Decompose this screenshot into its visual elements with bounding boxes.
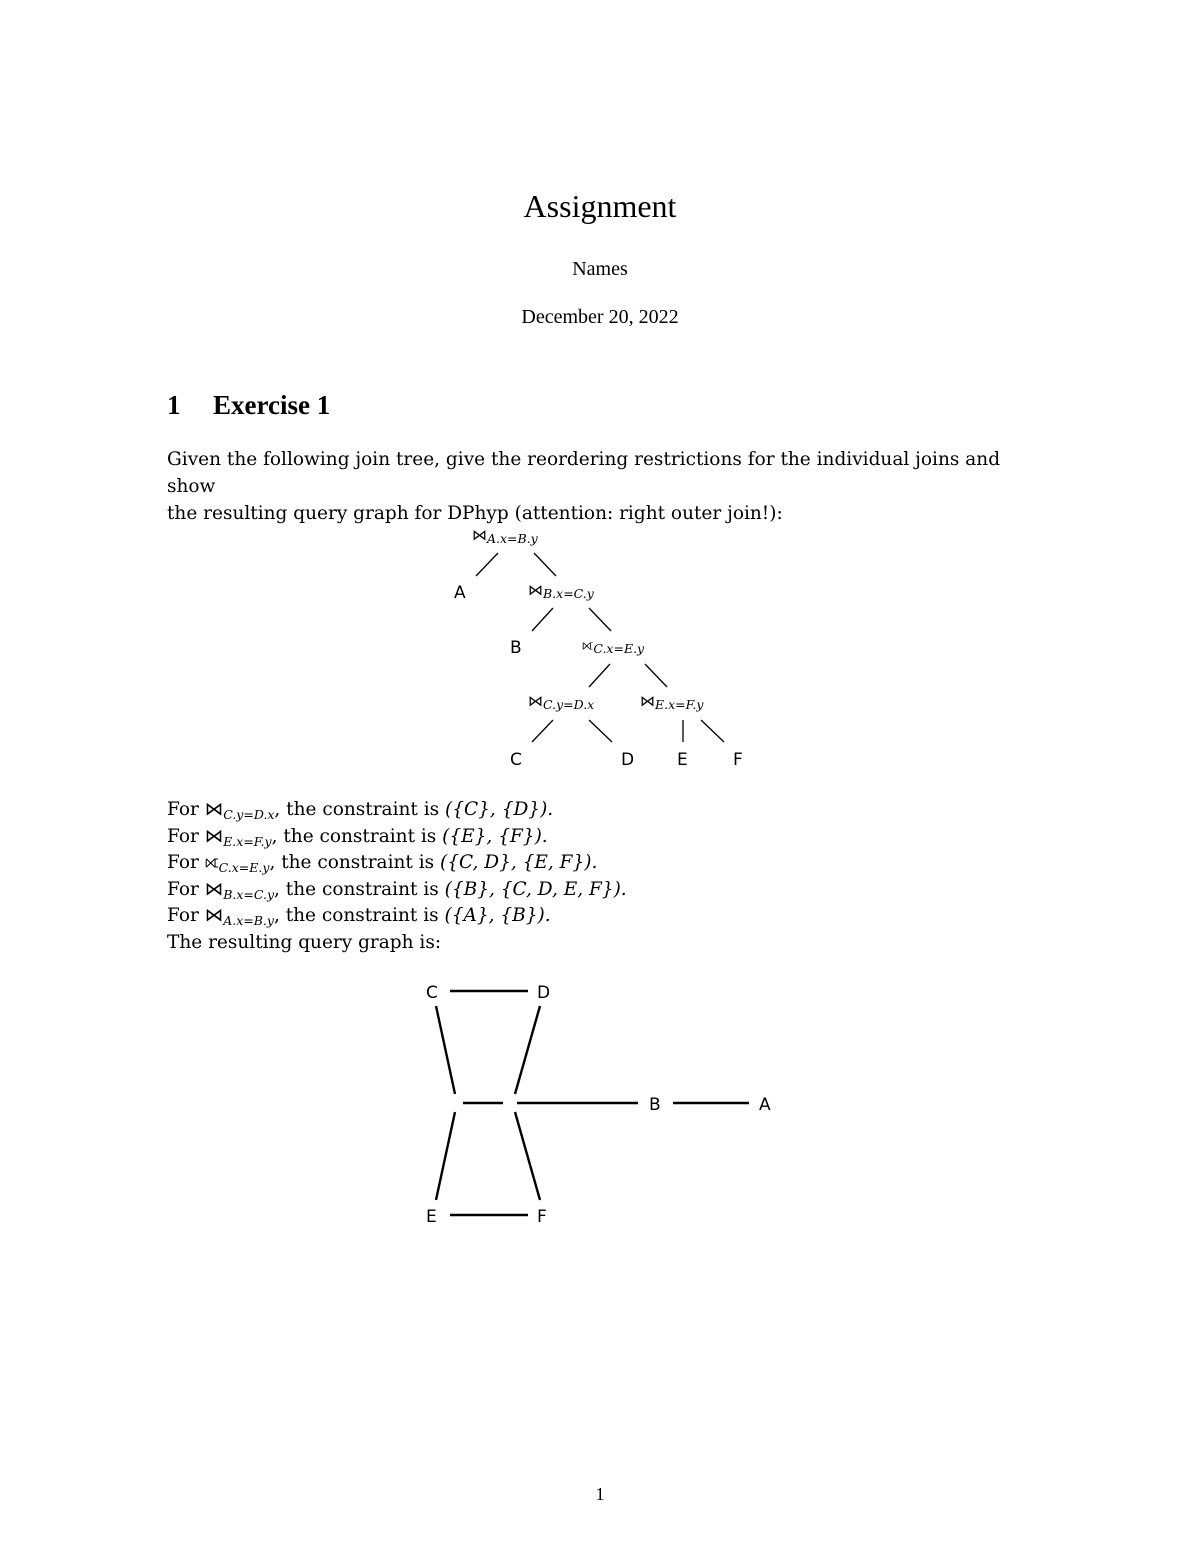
tree-node-root: $⋈_{A.x=B.y}$ bbox=[472, 526, 538, 546]
join-symbol: ⋈ bbox=[204, 905, 224, 926]
tree-edge-ef-f bbox=[701, 720, 724, 742]
join-predicate: E.x=F.y bbox=[223, 833, 272, 849]
join-predicate: C.y=D.x bbox=[223, 807, 275, 822]
tree-edge-bjoin-outer bbox=[589, 608, 611, 631]
tree-node-b-join: $⋈_{B.x=C.y}$ bbox=[528, 581, 594, 601]
constraint-line: For $⋈_{A.x=B.y}$, the constraint is ({A}, {B}). bbox=[167, 905, 551, 928]
graph-node-a: A bbox=[759, 1095, 771, 1115]
constraint-line: For $⟖_{C.x=E.y}$, the constraint is ({C, D}, {E, F}). bbox=[167, 852, 598, 875]
join-symbol: ⋈ bbox=[204, 825, 224, 847]
tree-edge-outer-cd bbox=[589, 664, 610, 687]
join-symbol: ⟖ bbox=[204, 852, 219, 873]
constraint-line: For $⋈_{B.x=C.y}$, the constraint is ({B}, {C, D, E, F}). bbox=[167, 878, 627, 902]
graph-edge-c-hyper bbox=[436, 1006, 455, 1094]
constraint-value: ({E}, {F}). bbox=[442, 825, 548, 847]
join-symbol: ⋈ bbox=[204, 878, 224, 900]
graph-node-d: D bbox=[537, 983, 551, 1003]
graph-node-e: E bbox=[426, 1207, 437, 1227]
graph-edge-hyper-f bbox=[515, 1112, 540, 1200]
query-graph-caption: The resulting query graph is: bbox=[167, 931, 442, 953]
join-predicate: C.x=E.y bbox=[218, 860, 270, 875]
query-graph-edges bbox=[436, 991, 749, 1215]
tree-leaf-a: A bbox=[454, 583, 466, 603]
graph-node-f: F bbox=[537, 1207, 547, 1227]
tree-leaf-d: D bbox=[621, 750, 635, 770]
tree-node-c-d-join: $⋈_{C.y=D.x}$ bbox=[528, 692, 595, 712]
tree-leaf-b: B bbox=[510, 638, 522, 658]
constraint-value: ({C, D}, {E, F}). bbox=[440, 852, 598, 873]
tree-edge-root-a bbox=[476, 553, 498, 576]
graph-edge-d-hyper bbox=[515, 1006, 540, 1094]
tree-node-e-f-join: $⋈_{E.x=F.y}$ bbox=[640, 692, 704, 712]
page-number: 1 bbox=[595, 1484, 605, 1504]
document-date: December 20, 2022 bbox=[521, 306, 679, 328]
tree-edge-bjoin-b bbox=[532, 608, 553, 631]
join-predicate: A.x=B.y bbox=[223, 913, 274, 928]
graph-edge-hyper-e bbox=[436, 1112, 455, 1200]
tree-edge-outer-ef bbox=[645, 664, 667, 687]
section-title: Exercise 1 bbox=[213, 390, 331, 420]
tree-leaf-f: F bbox=[733, 750, 743, 770]
graph-node-b: B bbox=[649, 1095, 661, 1115]
document-title: Assignment bbox=[523, 188, 677, 224]
tree-edge-cd-d bbox=[589, 720, 612, 742]
constraint-line: For $⋈_{C.y=D.x}$, the constraint is ({C}, {D}). bbox=[167, 799, 554, 822]
join-symbol: ⋈ bbox=[204, 799, 224, 820]
constraint-line: For $⋈_{E.x=F.y}$, the constraint is ({E}, {F}). bbox=[167, 825, 548, 849]
constraint-list bbox=[167, 797, 1047, 956]
document-author: Names bbox=[572, 258, 628, 280]
graph-node-c: C bbox=[426, 983, 438, 1003]
constraint-value: ({A}, {B}). bbox=[444, 905, 551, 926]
join-predicate: B.x=C.y bbox=[223, 886, 275, 902]
tree-leaf-c: C bbox=[510, 750, 522, 770]
tree-leaf-e: E bbox=[677, 750, 688, 770]
tree-edge-root-bjoin bbox=[534, 553, 556, 576]
constraint-value: ({C}, {D}). bbox=[445, 799, 554, 820]
description-line-1: Given the following join tree, give the reordering restrictions for the individual joins and show bbox=[167, 449, 1001, 497]
constraint-value: ({B}, {C, D, E, F}). bbox=[444, 878, 627, 900]
tree-node-right-outer-join: $⟖_{C.x=E.y}$ bbox=[582, 636, 645, 656]
tree-edge-cd-c bbox=[532, 720, 553, 742]
description-line-2: the resulting query graph for DPhyp (attention: right outer join!): bbox=[167, 503, 783, 524]
section-number: 1 bbox=[167, 390, 181, 420]
